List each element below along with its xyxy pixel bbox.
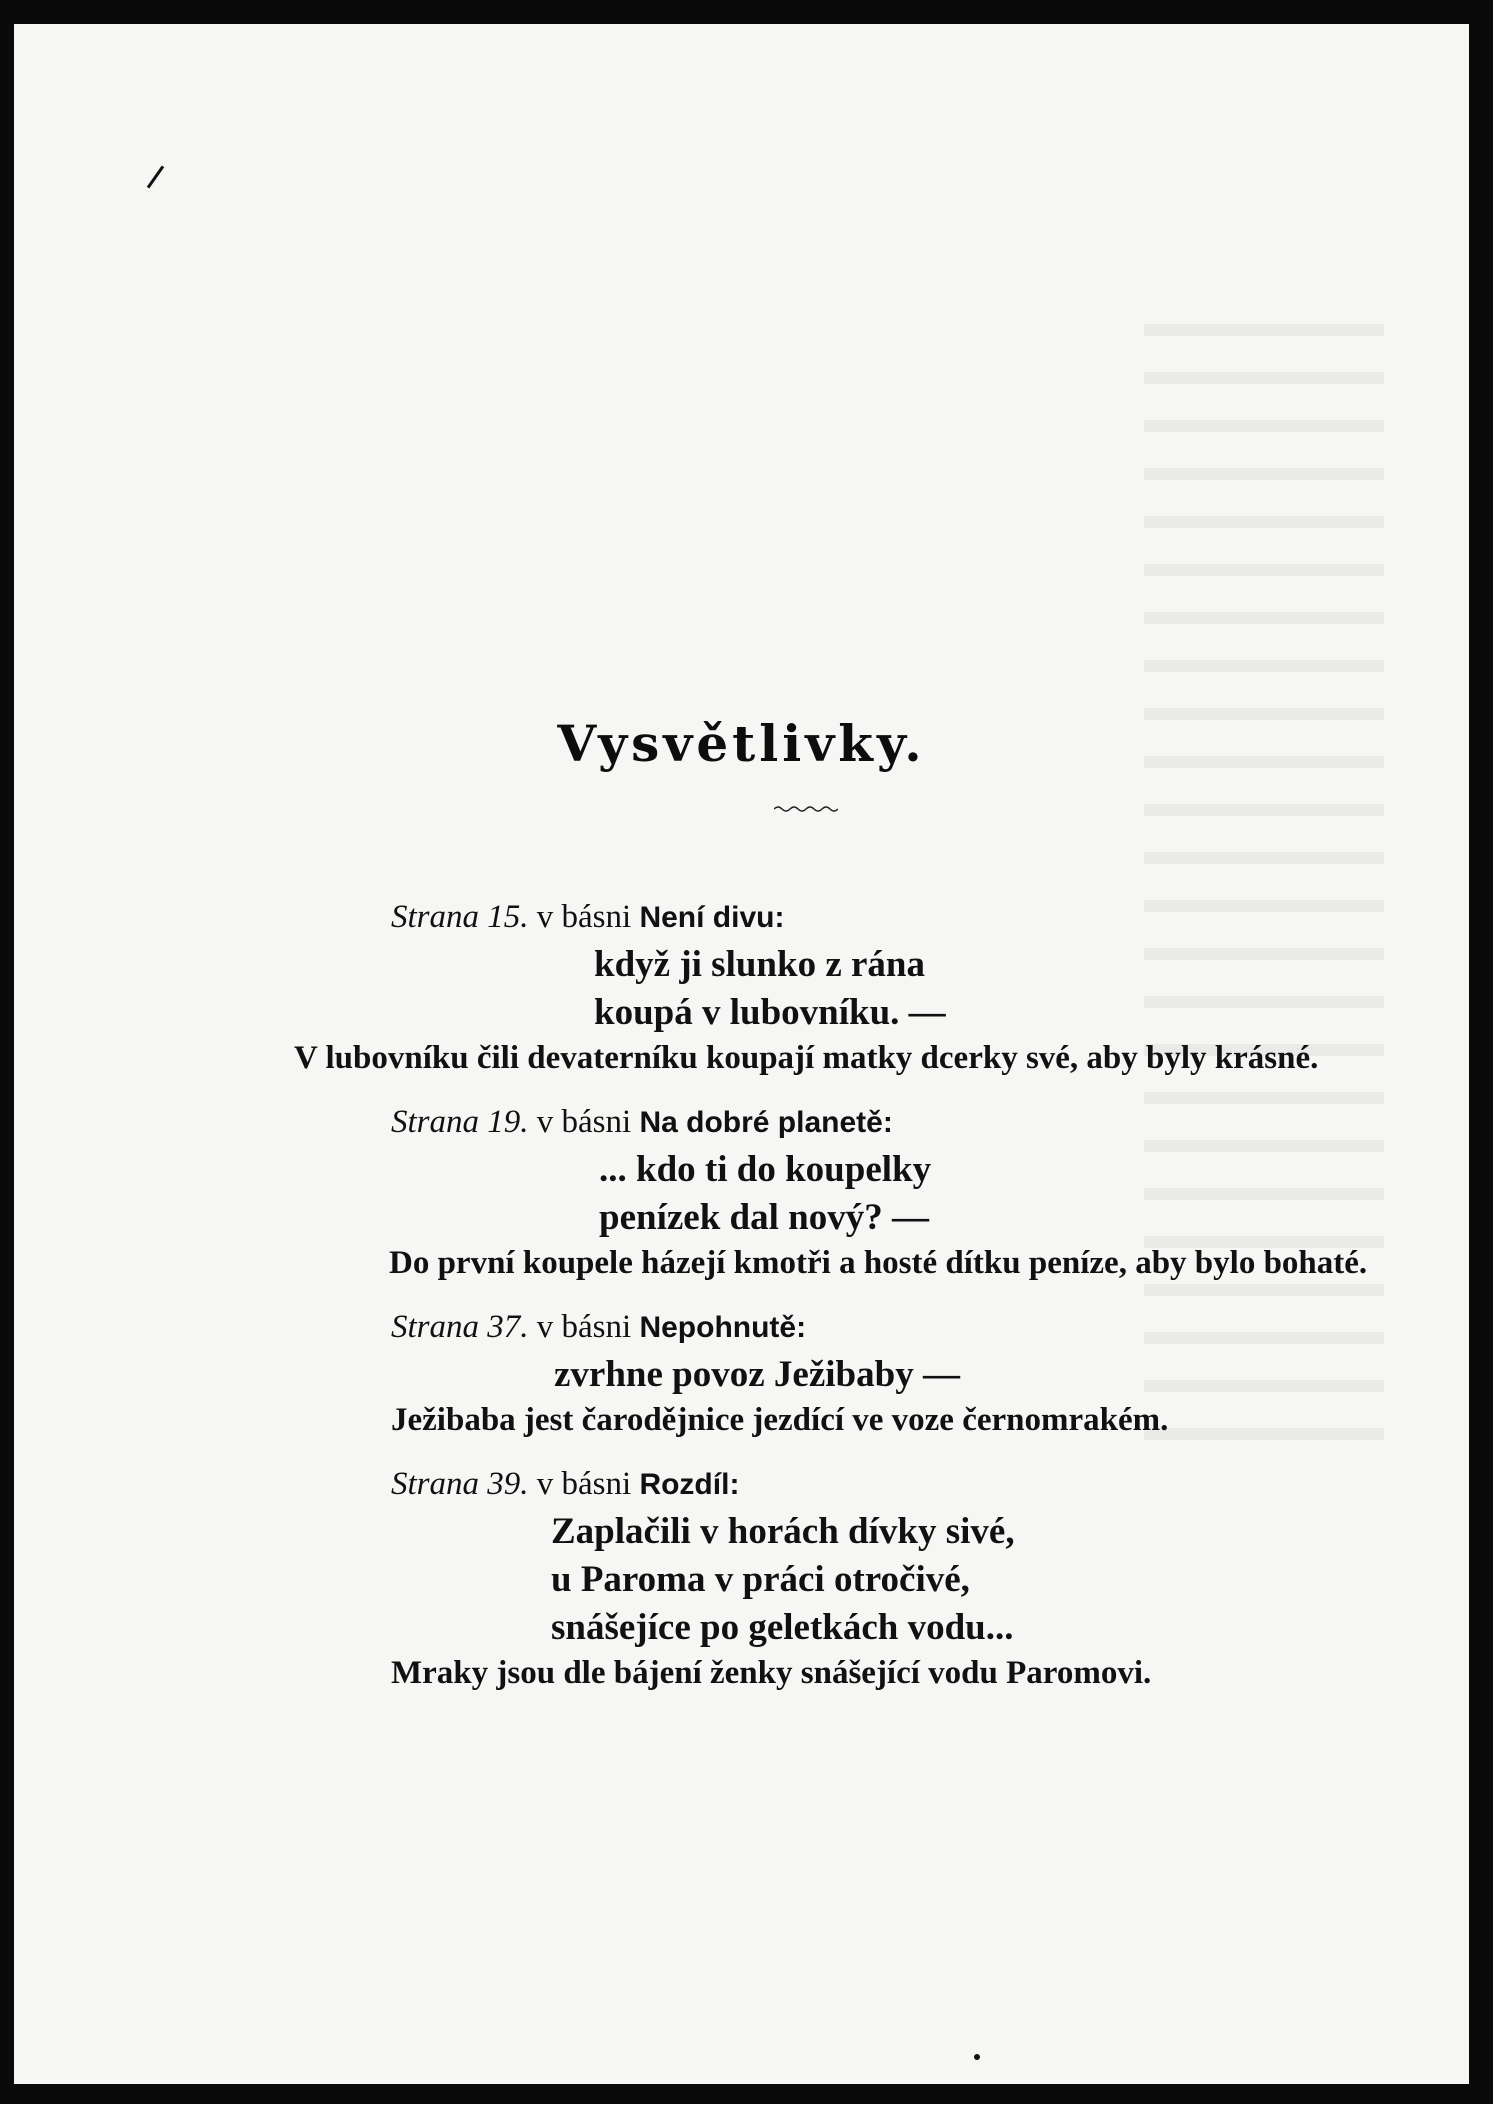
ink-dot [974, 2054, 980, 2060]
verse-line: penízek dal nový? — [599, 1197, 929, 1238]
verse-line: Zaplačili v horách dívky sivé, [551, 1511, 1015, 1552]
page-reference: Strana 15. [391, 899, 529, 935]
colon: : [882, 1106, 893, 1139]
explanation: V lubovníku čili devaterníku koupají matky dcerky své, aby byly krásné. [294, 1040, 1319, 1076]
verse-quote [269, 1146, 1369, 1242]
book-page [14, 24, 1469, 2084]
note-entry [269, 894, 1369, 1079]
verse-line: u Paroma v práci otročivé, [551, 1559, 970, 1600]
page-reference: Strana 37. [391, 1309, 529, 1345]
explanation: Do první koupele házejí kmotři a hosté dítku peníze, aby bylo bohaté. [389, 1245, 1368, 1281]
verse-line: zvrhne povoz Ježibaby — [554, 1354, 960, 1395]
note-entry [269, 1461, 1369, 1694]
note-heading [269, 1304, 1369, 1351]
page-title: Vysvětlivky. [557, 714, 926, 773]
in-poem-label: v básni [536, 899, 632, 935]
poem-title: Rozdíl [639, 1468, 730, 1501]
page-reference: Strana 19. [391, 1104, 529, 1140]
poem-title: Není divu [639, 901, 775, 934]
in-poem-label: v básni [536, 1309, 632, 1345]
explanation: Mraky jsou dle bájení ženky snášející vodu Paromovi. [391, 1655, 1152, 1691]
notes-list [269, 894, 1369, 1714]
note-entry [269, 1304, 1369, 1441]
note-heading [269, 894, 1369, 941]
verse-line: koupá v lubovníku. — [594, 992, 946, 1033]
poem-title: Nepohnutě [639, 1311, 797, 1344]
verse-line: ... kdo ti do koupelky [599, 1149, 932, 1190]
colon: : [729, 1468, 740, 1501]
note-heading [269, 1099, 1369, 1146]
page-reference: Strana 39. [391, 1466, 529, 1502]
in-poem-label: v básni [536, 1104, 632, 1140]
note-entry [269, 1099, 1369, 1284]
colon: : [774, 901, 785, 934]
verse-line: snášejíce po geletkách vodu... [551, 1607, 1014, 1648]
verse-quote [269, 1351, 1369, 1399]
note-heading [269, 1461, 1369, 1508]
verse-quote [269, 1508, 1369, 1652]
colon: : [796, 1311, 807, 1344]
explanation: Ježibaba jest čarodějnice jezdící ve voze černomrakém. [391, 1402, 1169, 1438]
ink-mark [147, 165, 164, 188]
verse-line: když ji slunko z rána [594, 944, 926, 985]
title-ornament [774, 804, 838, 812]
in-poem-label: v básni [536, 1466, 632, 1502]
poem-title: Na dobré planetě [639, 1106, 883, 1139]
verse-quote [269, 941, 1369, 1037]
